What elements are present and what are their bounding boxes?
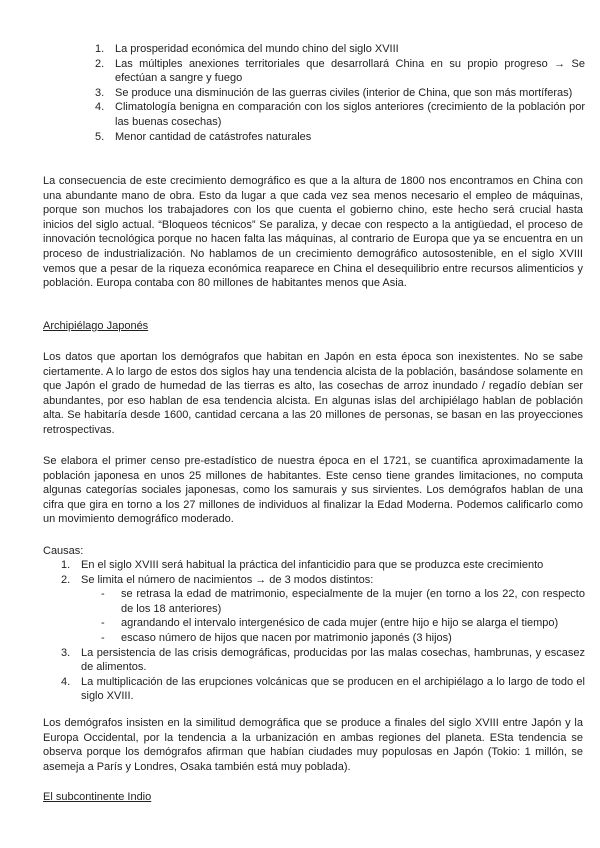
list-number: 3. bbox=[61, 646, 71, 659]
list-item bbox=[61, 675, 585, 704]
section-heading-india: El subcontinente Indio bbox=[43, 791, 152, 803]
sub-list-item bbox=[101, 631, 585, 646]
list-number: 4. bbox=[61, 675, 71, 688]
list-number: 1. bbox=[95, 43, 105, 55]
sub-list-text: escaso número de hijos que nacen por matrimonio japonés (3 hijos) bbox=[121, 631, 452, 644]
list-text: Menor cantidad de catástrofes naturales bbox=[115, 130, 312, 143]
paragraph-similarity: Los demógrafos insisten en la similitud demográfica que se produce a finales del siglo XVIII entre Japón y la Europa Occidental, por la tendencia a la urbanización en ambas regiones del planeta. ESta tendencia se observa porque los demógrafos afirman que habían ciudades muy populosas en Japón (Tokio: 1 millón, se asemeja a París y Londres, Osaka también está muy poblada). bbox=[43, 717, 583, 773]
list-text: Se limita el número de nacimientos → de 3 modos distintos: bbox=[81, 573, 374, 586]
list-item bbox=[95, 86, 585, 101]
list-item bbox=[95, 130, 585, 145]
section-heading-japan: Archipiélago Japonés bbox=[43, 320, 149, 332]
paragraph-japan-data: Los datos que aportan los demógrafos que habitan en Japón en esta época son inexistentes. No se sabe ciertamente. A lo largo de estos dos siglos hay una tendencia alcista de la población, basándose solamente en que Japón el grado de humedad de las tierras es alto, las cosechas de arroz inundado / regadío debían ser abundantes, por eso hablan de esa tendencia alcista. En algunas islas del archipiélago hablan de población alta. Se habitaría desde 1600, cantidad cercana a las 20 millones de personas, se basan en las proyecciones retrospectivas. bbox=[43, 351, 583, 436]
list-number: 1. bbox=[61, 559, 71, 571]
causes-title: Causas: bbox=[43, 545, 84, 557]
list-number: 2. bbox=[61, 573, 71, 586]
list-text: La persistencia de las crisis demográficas, producidas por las malas cosechas, hambrunas, y escasez de alimentos. bbox=[81, 646, 585, 674]
list-text: En el siglo XVIII será habitual la práctica del infanticidio para que se produzca este crecimiento bbox=[81, 559, 544, 571]
list-item bbox=[61, 558, 585, 573]
paragraph-consequence: La consecuencia de este crecimiento demográfico es que a la altura de 1800 nos encontramos en China con una abundante mano de obra. Esto da lugar a que cada vez sea menos necesario el empleo de máquinas, porque son muchos los trabajadores con los que cuenta el gobierno chino, este hecho será crucial hasta inicios del siglo actual. “Bloqueos técnicos” Se paraliza, y decae con respecto a la antigüedad, el proceso de innovación tecnológica porque no hacen falta las máquinas, al contrario de Europa que ya se encuentra en un proceso de industrialización. No hablamos de un crecimiento demográfico autosostenible, en el siglo XVIII vemos que a pesar de la riqueza económica reaparece en China el desequilibrio entre recursos alimenticios y población. Europa contaba con 80 millones de habitantes menos que Asia. bbox=[43, 175, 583, 290]
list-number: 2. bbox=[95, 57, 105, 70]
dash-bullet: - bbox=[101, 588, 105, 601]
list-item bbox=[61, 646, 585, 675]
sub-list-item bbox=[101, 587, 585, 616]
sub-list-item bbox=[101, 616, 585, 631]
list-item bbox=[95, 57, 585, 86]
sub-list-text: agrandando el intervalo intergenésico de cada mujer (entre hijo e hijo se alarga el tiempo) bbox=[121, 617, 559, 630]
paragraph-japan-census: Se elabora el primer censo pre-estadístico de nuestra época en el 1721, se cuantifica aproximadamente la población japonesa en unos 25 millones de habitantes. Este censo tiene grandes limitaciones, no computa algunas categorías sociales japonesas, como los samurais y sus sirvientes. Los demógrafos hablan de una cifra que gira en torno a los 27 millones de individuos al finalizar la Edad Moderna. Podemos calificarlo como un movimiento demográfico moderado. bbox=[43, 455, 583, 526]
list-item bbox=[61, 573, 585, 588]
list-text: La prosperidad económica del mundo chino del siglo XVIII bbox=[115, 43, 399, 55]
list-item bbox=[95, 100, 585, 129]
list-item bbox=[95, 42, 585, 57]
list-text: Las múltiples anexiones territoriales que desarrollará China en su propio progreso → Se efectúan a sangre y fuego bbox=[115, 57, 585, 85]
dash-bullet: - bbox=[101, 617, 105, 630]
list-number: 4. bbox=[95, 101, 105, 114]
dash-bullet: - bbox=[101, 631, 105, 644]
intro-list bbox=[95, 42, 585, 144]
list-text: La multiplicación de las erupciones volcánicas que se producen en el archipiélago a lo largo de todo el siglo XVIII. bbox=[81, 675, 585, 703]
sub-list-text: se retrasa la edad de matrimonio, especialmente de la mujer (en torno a los 22, con respecto de los 18 anteriores) bbox=[121, 588, 585, 615]
list-text: Climatología benigna en comparación con los siglos anteriores (crecimiento de la población por las buenas cosechas) bbox=[115, 101, 585, 128]
causes-list bbox=[61, 558, 585, 704]
list-text: Se produce una disminución de las guerras civiles (interior de China, que son más mortíferas) bbox=[115, 86, 573, 99]
list-number: 3. bbox=[95, 86, 105, 99]
list-number: 5. bbox=[95, 130, 105, 143]
